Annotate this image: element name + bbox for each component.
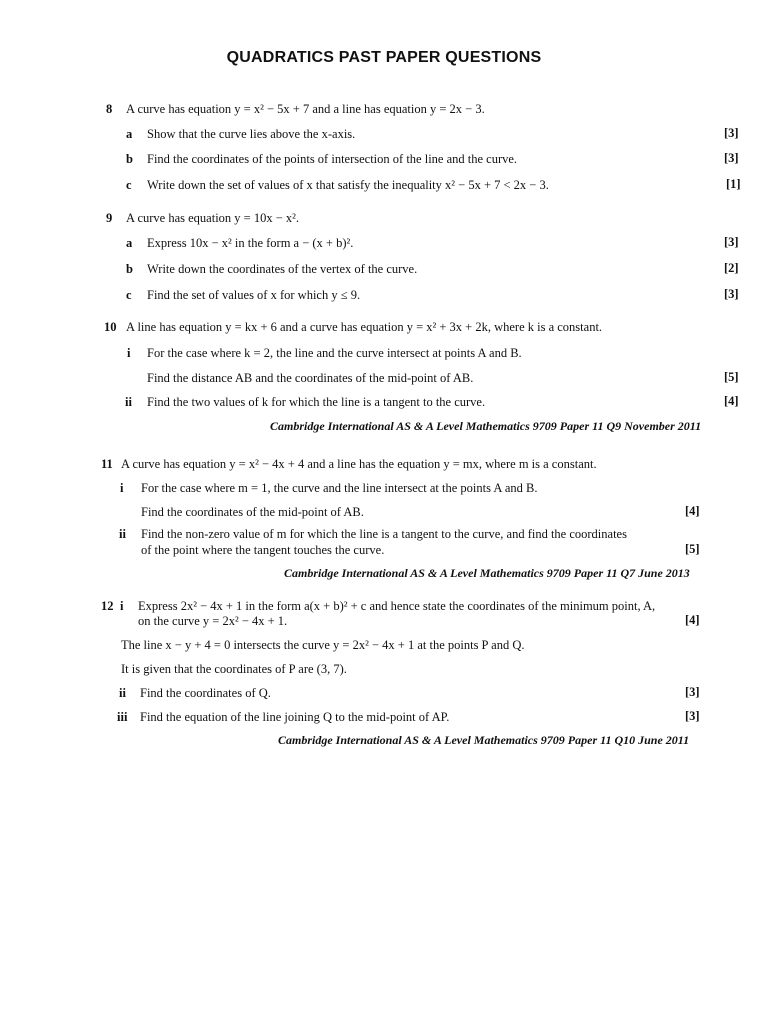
part-label: ii <box>119 527 126 541</box>
question-number: 8 <box>106 102 113 116</box>
part-text: Find the coordinates of the points of intersection of the line and the curve. <box>147 152 518 166</box>
part-text: Find the coordinates of Q. <box>140 686 271 700</box>
question-number: 9 <box>106 211 113 225</box>
part-label: c <box>126 288 132 302</box>
source-citation: Cambridge International AS & A Level Mathematics 9709 Paper 11 Q7 June 2013 <box>284 566 690 580</box>
part-text: Find the set of values of x for which y ≤ 9. <box>147 288 361 302</box>
marks: [3] <box>685 685 700 699</box>
marks: [3] <box>724 235 739 249</box>
question-number: 11 <box>101 457 113 471</box>
marks: [4] <box>685 613 700 627</box>
part-text: Express 2x² − 4x + 1 in the form a(x + b)² + c and hence state the coordinates of the minimum point, A, <box>138 599 656 613</box>
part-label: b <box>126 152 133 166</box>
part-text: Find the distance AB and the coordinates of the mid-point of AB. <box>147 371 474 385</box>
part-label: b <box>126 262 133 276</box>
part-text: For the case where m = 1, the curve and the line intersect at the points A and B. <box>141 481 538 495</box>
source-citation: Cambridge International AS & A Level Mathematics 9709 Paper 11 Q10 June 2011 <box>278 733 690 747</box>
part-label: a <box>126 236 133 250</box>
question-number: 10 <box>104 320 117 334</box>
part-label: ii <box>119 686 126 700</box>
question-stem: A line has equation y = kx + 6 and a curve has equation y = x² + 3x + 2k, where k is a constant. <box>126 320 603 334</box>
marks: [2] <box>724 261 739 275</box>
marks: [4] <box>724 394 739 408</box>
part-label: ii <box>125 395 132 409</box>
part-text: Find the non-zero value of m for which the line is a tangent to the curve, and find the coordinates <box>141 527 627 541</box>
part-text: Express 10x − x² in the form a − (x + b)². <box>147 236 354 250</box>
question-stem: A curve has equation y = x² − 4x + 4 and a line has the equation y = mx, where m is a constant. <box>121 457 597 471</box>
part-label: i <box>127 346 131 360</box>
part-label: iii <box>117 710 128 724</box>
part-text: For the case where k = 2, the line and the curve intersect at points A and B. <box>147 346 522 360</box>
marks: [5] <box>724 370 739 384</box>
question-stem: A curve has equation y = x² − 5x + 7 and a line has equation y = 2x − 3. <box>126 102 485 116</box>
marks: [3] <box>724 151 739 165</box>
part-text: Find the two values of k for which the line is a tangent to the curve. <box>147 395 486 409</box>
part-text: Write down the coordinates of the vertex of the curve. <box>147 262 418 276</box>
question-number: 12 <box>101 599 114 613</box>
part-label: a <box>126 127 133 141</box>
source-citation: Cambridge International AS & A Level Mathematics 9709 Paper 11 Q9 November 2011 <box>270 419 702 433</box>
question-stem: A curve has equation y = 10x − x². <box>126 211 300 225</box>
marks: [4] <box>685 504 700 518</box>
part-text: The line x − y + 4 = 0 intersects the curve y = 2x² − 4x + 1 at the points P and Q. <box>121 638 525 652</box>
marks: [3] <box>724 126 739 140</box>
part-text: on the curve y = 2x² − 4x + 1. <box>138 614 288 628</box>
marks: [1] <box>726 177 741 191</box>
part-text: It is given that the coordinates of P are (3, 7). <box>121 662 347 676</box>
part-text: Find the equation of the line joining Q to the mid-point of AP. <box>140 710 450 724</box>
part-label: c <box>126 178 132 192</box>
part-text: of the point where the tangent touches the curve. <box>141 543 385 557</box>
part-text: Show that the curve lies above the x-axis. <box>147 127 356 141</box>
part-text: Find the coordinates of the mid-point of AB. <box>141 505 364 519</box>
part-label: i <box>120 599 124 613</box>
marks: [5] <box>685 542 700 556</box>
part-label: i <box>120 481 124 495</box>
page-title: QUADRATICS PAST PAPER QUESTIONS <box>226 49 542 66</box>
marks: [3] <box>724 287 739 301</box>
marks: [3] <box>685 709 700 723</box>
part-text: Write down the set of values of x that satisfy the inequality x² − 5x + 7 < 2x − 3. <box>147 178 549 192</box>
